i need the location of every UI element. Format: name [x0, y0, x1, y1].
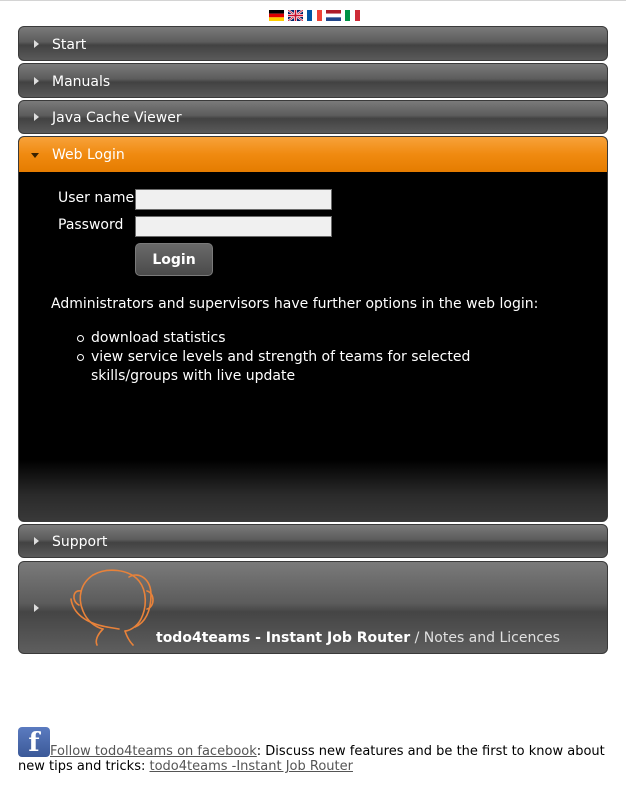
- italian-flag-icon[interactable]: [345, 10, 360, 21]
- top-divider: [0, 0, 626, 1]
- web-login-options-list: [91, 329, 561, 386]
- list-item: [91, 329, 561, 348]
- web-login-panel: [19, 172, 607, 522]
- chevron-down-icon: [31, 153, 39, 158]
- password-label: Password: [58, 217, 124, 233]
- accordion-java-cache-viewer[interactable]: [18, 100, 608, 134]
- accordion-web-login-label: Web Login: [52, 147, 125, 163]
- accordion-start-label: Start: [52, 37, 87, 53]
- facebook-icon[interactable]: f: [18, 727, 50, 757]
- accordion-start[interactable]: [18, 26, 608, 61]
- language-selector: [269, 10, 360, 21]
- accordion-web-login: [18, 136, 608, 522]
- chevron-right-icon: [34, 40, 39, 48]
- facebook-description: : Discuss new features and be the first to know about new tips and tricks:: [18, 744, 605, 774]
- notes-and-licences-label: Notes and Licences: [423, 630, 560, 646]
- accordion-support-label: Support: [52, 534, 108, 550]
- bullet-icon: [77, 354, 84, 361]
- login-button[interactable]: Login: [135, 243, 213, 276]
- accordion-manuals-label: Manuals: [52, 74, 111, 90]
- facebook-follow-text: [18, 744, 608, 774]
- accordion-support[interactable]: [18, 524, 608, 558]
- title-separator: /: [410, 630, 424, 646]
- product-title[interactable]: [156, 630, 560, 646]
- todo4teams-logo-icon: [67, 567, 157, 647]
- facebook-link[interactable]: Follow todo4teams on facebook: [50, 744, 257, 759]
- bullet-icon: [77, 335, 84, 342]
- username-input[interactable]: [135, 189, 332, 210]
- password-input[interactable]: [135, 216, 332, 237]
- french-flag-icon[interactable]: [307, 10, 322, 21]
- accordion-manuals[interactable]: [18, 63, 608, 98]
- chevron-right-icon: [34, 604, 39, 612]
- accordion-web-login-header[interactable]: [19, 137, 607, 172]
- username-label: User name: [58, 190, 135, 206]
- web-login-info-text: Administrators and supervisors have further options in the web login:: [51, 296, 539, 312]
- option-text: view service levels and strength of teams for selected skills/groups with live update: [91, 349, 471, 384]
- chevron-right-icon: [34, 113, 39, 121]
- german-flag-icon[interactable]: [269, 10, 284, 21]
- option-text: download statistics: [91, 330, 226, 346]
- uk-flag-icon[interactable]: [288, 10, 303, 21]
- list-item: [91, 348, 561, 386]
- product-link[interactable]: todo4teams -Instant Job Router: [149, 759, 353, 774]
- accordion-notes-and-licences[interactable]: [18, 561, 608, 654]
- product-name: todo4teams - Instant Job Router: [156, 630, 411, 646]
- chevron-right-icon: [34, 537, 39, 545]
- dutch-flag-icon[interactable]: [326, 10, 341, 21]
- chevron-right-icon: [34, 77, 39, 85]
- accordion-java-cache-viewer-label: Java Cache Viewer: [52, 110, 182, 126]
